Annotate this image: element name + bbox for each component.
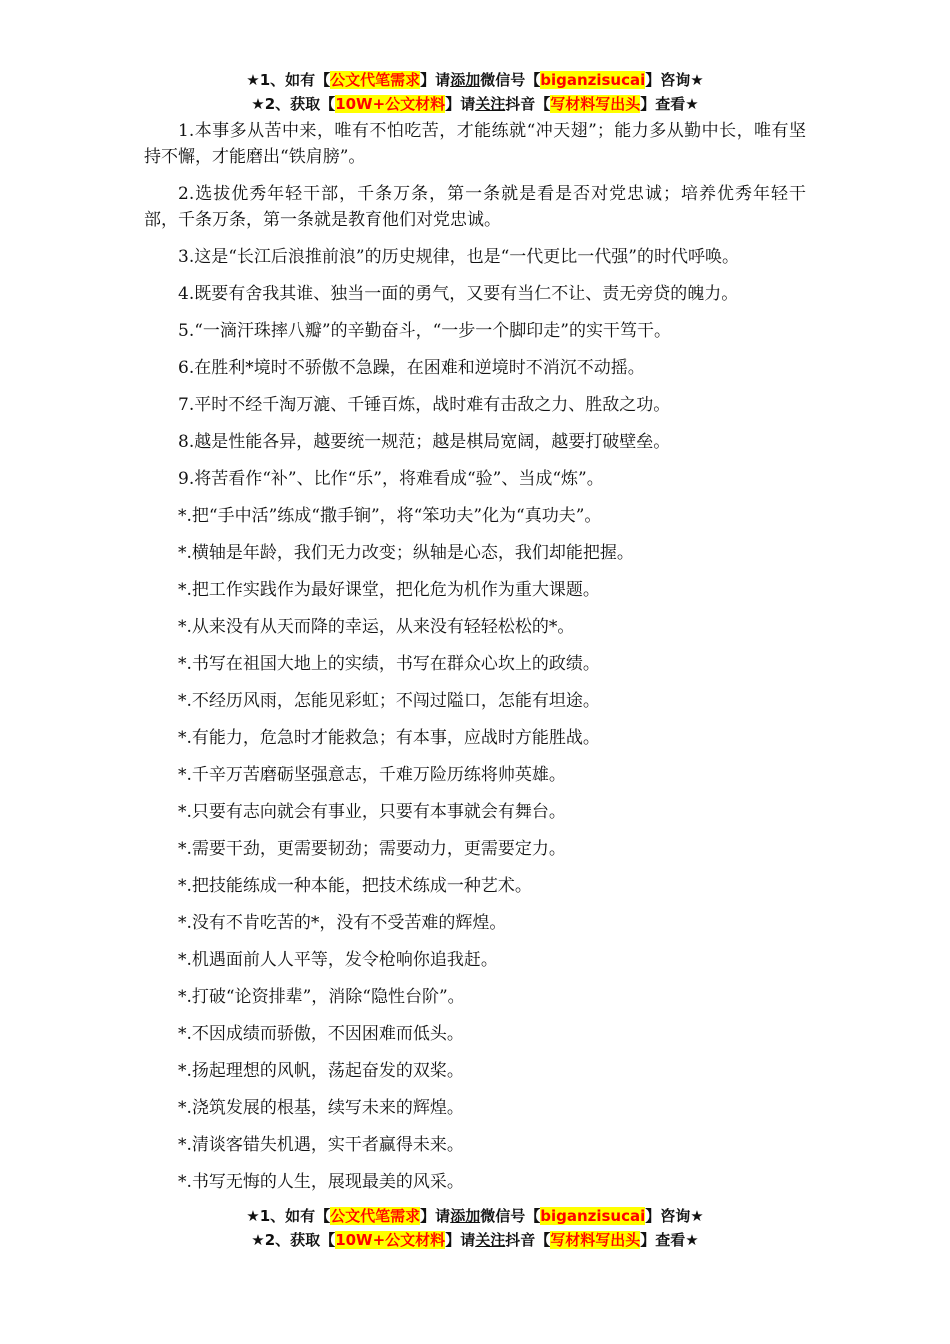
- top-banner: [144, 68, 806, 116]
- banner-highlight: 写材料写出头: [550, 1231, 641, 1249]
- list-item: 3.这是“长江后浪推前浪”的历史规律，也是“一代更比一代强”的时代呼唤。: [178, 247, 739, 267]
- banner-underlined-text: 添加: [450, 71, 481, 89]
- banner-text: 抖音【: [505, 95, 551, 113]
- list-item: 1.本事多从苦中来，唯有不怕吃苦，才能练就“冲天翅”；能力多从勤中长，唯有坚持不懈，才能磨出“铁肩膀”。: [144, 121, 806, 167]
- list-item: *.浇筑发展的根基，续写未来的辉煌。: [178, 1098, 464, 1118]
- list-item: *.把工作实践作为最好课堂，把化危为机作为重大课题。: [178, 580, 600, 600]
- phrase-list: [144, 118, 806, 1195]
- list-item: *.横轴是年龄，我们无力改变；纵轴是心态，我们却能把握。: [178, 543, 634, 563]
- list-item: *.没有不肯吃苦的*，没有不受苦难的辉煌。: [178, 913, 507, 933]
- banner-text: 微信号【: [480, 71, 541, 89]
- banner-highlight: biganzisucai: [540, 1207, 646, 1225]
- banner-text: 】咨询★: [645, 1207, 704, 1225]
- list-item: *.书写在祖国大地上的实绩，书写在群众心坎上的政绩。: [178, 654, 600, 674]
- list-item: *.需要干劲，更需要韧劲；需要动力，更需要定力。: [178, 839, 566, 859]
- banner-text: 微信号【: [480, 1207, 541, 1225]
- banner-line-1: [144, 1204, 806, 1228]
- banner-text: ★1、如有【: [246, 71, 331, 89]
- list-item: *.清谈客错失机遇，实干者赢得未来。: [178, 1135, 464, 1155]
- banner-text: 】查看★: [640, 1231, 699, 1249]
- list-item: 6.在胜利*境时不骄傲不急躁，在困难和逆境时不消沉不动摇。: [178, 358, 645, 378]
- banner-text: 抖音【: [505, 1231, 551, 1249]
- list-item: 2.选拔优秀年轻干部，千条万条，第一条就是看是否对党忠诚；培养优秀年轻干部，千条万条，第一条就是教育他们对党忠诚。: [144, 184, 806, 230]
- list-item: *.从来没有从天而降的幸运，从来没有轻轻松松的*。: [178, 617, 575, 637]
- list-item: 4.既要有舍我其谁、独当一面的勇气，又要有当仁不让、责无旁贷的魄力。: [178, 284, 739, 304]
- document-page: [144, 68, 806, 1252]
- banner-line-2: [144, 92, 806, 116]
- list-item: 7.平时不经千淘万漉、千锤百炼，战时难有击敌之力、胜敌之功。: [178, 395, 671, 415]
- list-item: 8.越是性能各异，越要统一规范；越是棋局宽阔，越要打破壁垒。: [178, 432, 671, 452]
- list-item: *.把“手中活”练成“撒手锏”，将“笨功夫”化为“真功夫”。: [178, 506, 602, 526]
- banner-line-2: [144, 1228, 806, 1252]
- banner-highlight: 公文代笔需求: [330, 1207, 421, 1225]
- list-item: *.把技能练成一种本能，把技术练成一种艺术。: [178, 876, 532, 896]
- banner-text: 】查看★: [640, 95, 699, 113]
- banner-text: ★1、如有【: [246, 1207, 331, 1225]
- list-item: *.书写无悔的人生，展现最美的风采。: [178, 1172, 464, 1192]
- banner-text: 】请: [420, 1207, 451, 1225]
- list-item: *.有能力，危急时才能救急；有本事，应战时方能胜战。: [178, 728, 600, 748]
- banner-highlight: biganzisucai: [540, 71, 646, 89]
- list-item: *.不因成绩而骄傲，不因困难而低头。: [178, 1024, 464, 1044]
- list-item: *.机遇面前人人平等，发令枪响你追我赶。: [178, 950, 498, 970]
- list-item: *.扬起理想的风帆，荡起奋发的双桨。: [178, 1061, 464, 1081]
- list-item: 5.“一滴汗珠摔八瓣”的辛勤奋斗，“一步一个脚印走”的实干笃干。: [178, 321, 671, 341]
- banner-highlight: 10W+公文材料: [335, 95, 446, 113]
- banner-highlight: 写材料写出头: [550, 95, 641, 113]
- banner-text: 】请: [420, 71, 451, 89]
- list-item: *.不经历风雨，怎能见彩虹；不闯过隘口，怎能有坦途。: [178, 691, 600, 711]
- banner-text: 】请: [445, 1231, 476, 1249]
- list-item: *.千辛万苦磨砺坚强意志，千难万险历练将帅英雄。: [178, 765, 566, 785]
- banner-highlight: 10W+公文材料: [335, 1231, 446, 1249]
- banner-highlight: 公文代笔需求: [330, 71, 421, 89]
- banner-underlined-text: 关注: [475, 95, 506, 113]
- list-item: *.只要有志向就会有事业，只要有本事就会有舞台。: [178, 802, 566, 822]
- list-item: *.打破“论资排辈”，消除“隐性台阶”。: [178, 987, 465, 1007]
- banner-text: ★2、获取【: [251, 1231, 336, 1249]
- banner-text: ★2、获取【: [251, 95, 336, 113]
- list-item: 9.将苦看作“补”、比作“乐”，将难看成“验”、当成“炼”。: [178, 469, 604, 489]
- banner-underlined-text: 添加: [450, 1207, 481, 1225]
- banner-underlined-text: 关注: [475, 1231, 506, 1249]
- banner-text: 】咨询★: [645, 71, 704, 89]
- bottom-banner: [144, 1204, 806, 1252]
- banner-text: 】请: [445, 95, 476, 113]
- banner-line-1: [144, 68, 806, 92]
